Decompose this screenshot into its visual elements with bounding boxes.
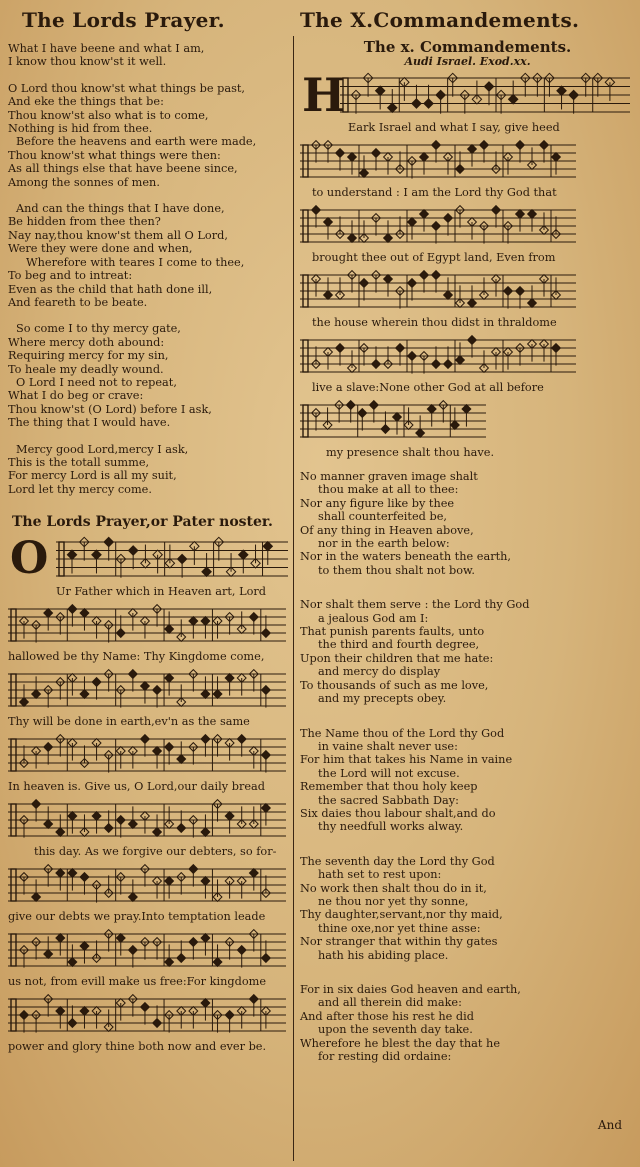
verse-line: To beg and to intreat: [8, 269, 133, 283]
drop-initial-h: H [302, 68, 346, 122]
music-staff [8, 603, 286, 647]
verse-line: O Lord I need not to repeat, [16, 375, 177, 389]
verse-line: To heale my deadly wound. [8, 362, 164, 376]
verse-line: Nor in the waters beneath the earth, [300, 550, 512, 564]
music-staff [56, 536, 288, 582]
verse-line: and mercy do display [318, 665, 441, 679]
music-lyric: Eark Israel and what I say, give heed [348, 121, 560, 134]
music-staff-row [8, 863, 290, 907]
music-lyric: Ur Father which in Heaven art, Lord [56, 585, 267, 599]
music-lyric: live a slave:None other God at all before [312, 381, 544, 394]
verse-line: the third and fourth degree, [318, 638, 480, 652]
verse-line: O Lord thou know'st what things be past, [8, 81, 246, 95]
verse-line: a jealous God am I: [318, 611, 429, 625]
music-lyric: this day. As we forgive our debters, so for- [34, 845, 277, 859]
verse-line: hath his abiding place. [318, 948, 449, 962]
music-staff [340, 72, 630, 118]
drop-initial-o: O [10, 533, 49, 585]
stanza-2 [8, 202, 290, 309]
stanza-0 [8, 42, 290, 69]
music-staff-row [8, 668, 290, 712]
music-lyric: brought thee out of Egypt land, Even from [312, 251, 556, 264]
verse-line: The Name thou of the Lord thy God [300, 726, 505, 740]
verse-line: and all therein did make: [318, 996, 462, 1010]
verse-line: Even as the child that hath done ill, [8, 282, 213, 296]
verse-line: in vaine shalt never use: [318, 739, 458, 753]
music-staff [300, 269, 576, 313]
verse-line: Upon their children that me hate: [300, 651, 494, 665]
music-lyric: In heaven is. Give us, O Lord,our daily bread [8, 780, 265, 794]
music-lyric: to understand : I am the Lord thy God that [312, 186, 557, 199]
music-lyric: us not, from evill make us free:For kingdome [8, 975, 267, 989]
music-staff-row [8, 993, 290, 1037]
verse-line: Nor any figure like by thee [300, 496, 455, 510]
pater-noster-title: The Lords Prayer,or Pater noster. [12, 514, 273, 531]
music-lyric: give our debts we pray.Into temptation leade [8, 910, 266, 924]
music-lyric: the house wherein thou didst in thraldome [312, 316, 557, 329]
verse-line: And eke the things that be: [8, 95, 164, 109]
column-divider [293, 36, 294, 1161]
verse-line: and my precepts obey. [318, 692, 447, 706]
music-staff-row [8, 533, 290, 585]
verse-line: This is the totall summe, [8, 455, 150, 469]
music-staff-row [300, 68, 635, 122]
verse-line: For in six daies God heaven and earth, [300, 983, 521, 996]
music-staff [300, 399, 486, 443]
music-staff [300, 334, 576, 378]
music-staff [8, 798, 286, 842]
verse-line: Nothing is hid from thee. [8, 122, 153, 136]
music-staff-row [8, 603, 290, 647]
music-staff-row [8, 733, 290, 777]
music-staff [300, 139, 576, 183]
verse-line: Thou know'st also what is to come, [8, 108, 209, 122]
left-column [8, 0, 290, 1058]
commandment-verse-5 [300, 983, 635, 1063]
verse-line: Remember that thou holy keep [300, 780, 478, 794]
verse-line: Thou know'st what things were then: [8, 148, 221, 162]
verse-line: What I do beg or crave: [8, 389, 144, 403]
verse-line: Nay nay,thou know'st them all O Lord, [8, 228, 228, 242]
verse-line: No work then shalt thou do in it, [300, 881, 487, 895]
music-staff-row [300, 204, 635, 248]
verse-line: Be hidden from thee then? [8, 215, 161, 229]
verse-line: nor in the earth below: [318, 537, 450, 551]
verse-line: And can the things that I have done, [16, 202, 225, 216]
verse-line: Before the heavens and earth were made, [16, 135, 257, 149]
verse-line: to them thou shalt not bow. [318, 563, 475, 577]
verse-line: I know thou know'st it well. [8, 55, 167, 69]
verse-line: Six daies thou labour shalt,and do [300, 806, 496, 820]
verse-line: shall counterfeited be, [318, 510, 447, 524]
verse-line: for resting did ordaine: [318, 1050, 452, 1064]
music-staff-row [300, 269, 635, 313]
stanza-1 [8, 82, 290, 189]
verse-line: For him that takes his Name in vaine [300, 753, 513, 767]
music-lyric: power and glory thine both now and ever be. [8, 1040, 267, 1054]
music-staff-row [300, 399, 635, 443]
music-lyric: hallowed be thy Name: Thy Kingdome come, [8, 650, 265, 664]
verse-line: No manner graven image shalt [300, 470, 478, 483]
verse-line: Among the sonnes of men. [8, 175, 160, 189]
music-staff [8, 863, 286, 907]
music-staff-row [8, 928, 290, 972]
commandment-verse-2 [300, 598, 635, 705]
stanza-4 [8, 443, 290, 497]
right-column [300, 0, 635, 1063]
commandment-verse-3 [300, 727, 635, 834]
music-lyric: Thy will be done in earth,ev'n as the same [8, 715, 250, 729]
music-staff-row [300, 139, 635, 183]
verse-line: the sacred Sabbath Day: [318, 793, 459, 807]
verse-line: Were they were done and when, [8, 242, 193, 256]
verse-line: For mercy Lord is all my suit, [8, 469, 177, 483]
verse-line: To thousands of such as me love, [300, 678, 489, 692]
verse-line: And feareth to be beate. [8, 295, 148, 309]
verse-line: Lord let thy mercy come. [8, 482, 152, 496]
running-head-right: The X.Commandements. [300, 8, 580, 32]
verse-line: Requiring mercy for my sin, [8, 349, 169, 363]
music-staff [300, 204, 576, 248]
music-lyric: my presence shalt thou have. [326, 446, 495, 459]
music-staff-row [300, 334, 635, 378]
music-staff [8, 928, 286, 972]
music-staff-row [8, 798, 290, 842]
verse-line: Wherefore he blest the day that he [300, 1036, 501, 1050]
verse-line: Where mercy doth abound: [8, 335, 165, 349]
catchword: And [597, 1118, 622, 1132]
verse-line: Mercy good Lord,mercy I ask, [16, 442, 189, 456]
commandments-subtitle: Audi Israel. Exod.xx. [404, 55, 531, 68]
commandments-title: The x. Commandements. [363, 38, 572, 56]
verse-line: The thing that I would have. [8, 416, 171, 430]
verse-line: That punish parents faults, unto [300, 625, 485, 639]
verse-line: Thy daughter,servant,nor thy maid, [300, 908, 503, 922]
verse-line: So come I to thy mercy gate, [16, 322, 181, 336]
music-staff [8, 993, 286, 1037]
stanza-3 [8, 322, 290, 429]
verse-line: And after those his rest he did [300, 1009, 474, 1023]
commandment-verse-4 [300, 855, 635, 962]
verse-line: ne thou nor yet thy sonne, [318, 894, 469, 908]
verse-line: upon the seventh day take. [318, 1023, 473, 1037]
commandment-verse-1 [300, 470, 635, 577]
verse-line: Wherefore with teares I come to thee, [26, 255, 245, 269]
running-head-left: The Lords Prayer. [22, 8, 225, 32]
verse-line: the Lord will not excuse. [318, 766, 460, 780]
verse-line: The seventh day the Lord thy God [300, 854, 495, 868]
verse-line: thy needfull works alway. [318, 820, 464, 834]
verse-line: Of any thing in Heaven above, [300, 523, 474, 537]
music-staff [8, 668, 286, 712]
verse-line: thou make at all to thee: [318, 483, 459, 497]
verse-line: Nor stranger that within thy gates [300, 935, 498, 949]
verse-line: Nor shalt them serve : the Lord thy God [300, 598, 530, 612]
verse-line: Thou know'st (O Lord) before I ask, [8, 402, 212, 416]
verse-line: thine oxe,nor yet thine asse: [318, 921, 481, 935]
verse-line: What I have beene and what I am, [8, 42, 205, 55]
verse-line: hath set to rest upon: [318, 868, 442, 882]
verse-line: As all things else that have beene since, [8, 162, 238, 176]
music-staff [8, 733, 286, 777]
